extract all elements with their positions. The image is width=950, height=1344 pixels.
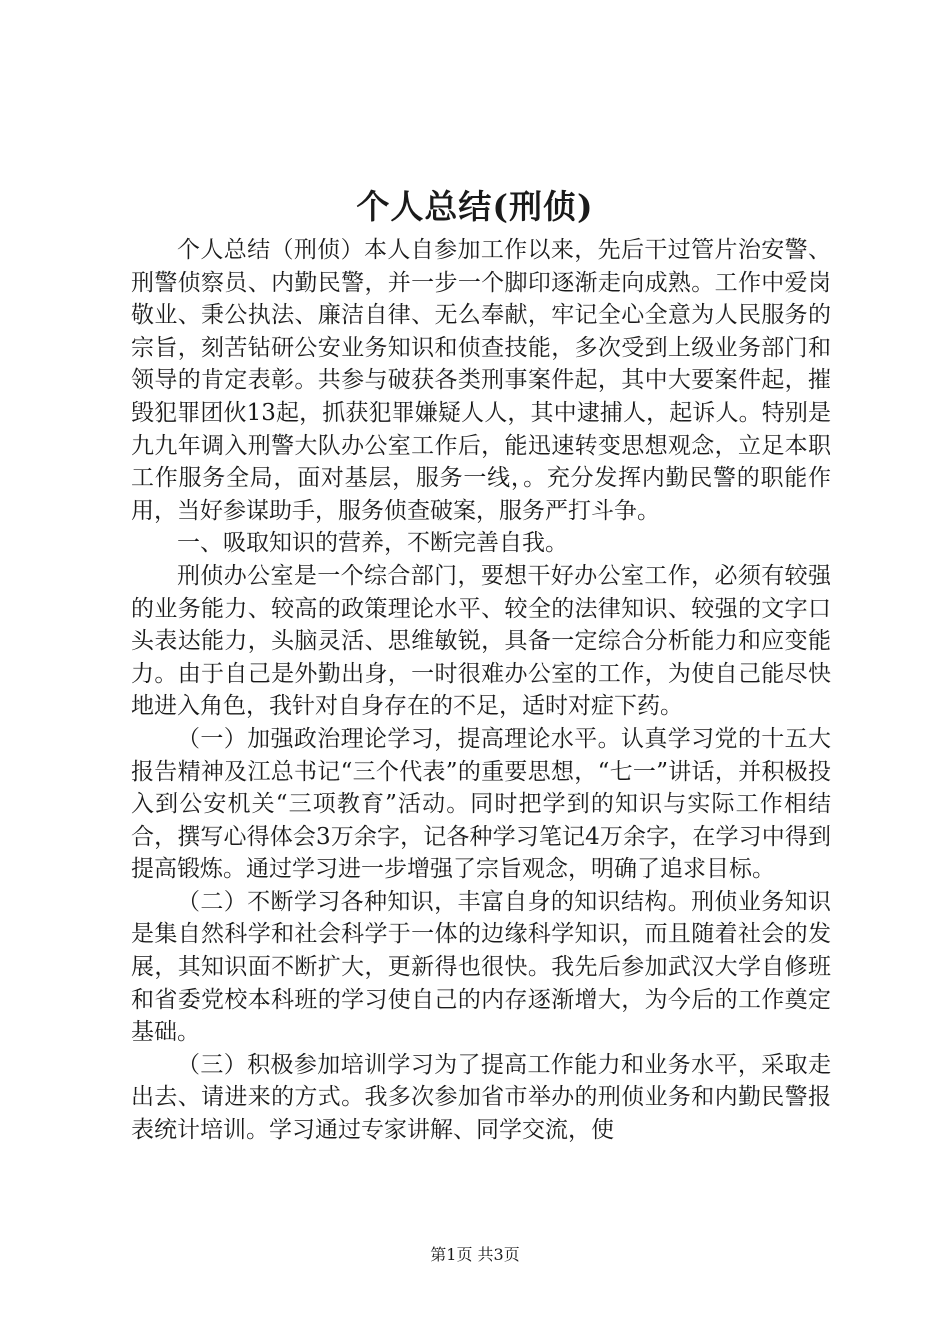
paragraph-office-role: 刑侦办公室是一个综合部门，要想干好办公室工作，必须有较强的业务能力、较高的政策理论水平、较全的法律知识、较强的文字口头表达能力，头脑灵活、思维敏锐，具备一定综合分析能力和应变能力。由于自己是外勤出身，一时很难办公室的工作，为使自己能尽快地进入角色，我针对自身存在的不足，适时对症下药。 <box>131 562 831 720</box>
paragraph-intro: 个人总结（刑侦）本人自参加工作以来，先后干过管片治安警、刑警侦察员、内勤民警，并一步一个脚印逐渐走向成熟。工作中爱岗敬业、秉公执法、廉洁自律、无么奉献，牢记全心全意为人民服务的宗旨，刻苦钻研公安业务知识和侦查技能，多次受到上级业务部门和领导的肯定表彰。共参与破获各类刑事案件起，其中大要案件起，摧毁犯罪团伙13起，抓获犯罪嫌疑人人，其中逮捕人，起诉人。特别是九九年调入刑警大队办公室工作后，能迅速转变思想观念，立足本职工作服务全局，面对基层，服务一线，。充分发挥内勤民警的职能作用，当好参谋助手，服务侦查破案，服务严打斗争。 <box>131 237 831 524</box>
document-body <box>131 234 831 1147</box>
page-number-footer: 第1页 共3页 <box>430 1245 520 1264</box>
paragraph-item-1: （一）加强政治理论学习，提高理论水平。认真学习党的十五大报告精神及江总书记“三个代表”的重要思想，“七一”讲话，并积极投入到公安机关“三项教育”活动。同时把学到的知识与实际工作相结合，撰写心得体会3万余字，记各种学习笔记4万余字，在学习中得到提高锻炼。通过学习进一步增强了宗旨观念，明确了追求目标。 <box>131 725 831 883</box>
document-title: 个人总结(刑侦) <box>356 187 594 226</box>
paragraph-section-heading: 一、吸取知识的营养，不断完善自我。 <box>177 530 568 557</box>
paragraph-item-2: （二）不断学习各种知识，丰富自身的知识结构。刑侦业务知识是集自然科学和社会科学于一体的边缘科学知识，而且随着社会的发展，其知识面不断扩大，更新得也很快。我先后参加武汉大学自修班和省委党校本科班的学习使自己的内存逐渐增大，为今后的工作奠定基础。 <box>131 888 831 1046</box>
paragraph-item-3: （三）积极参加培训学习为了提高工作能力和业务水平，采取走出去、请进来的方式。我多次参加省市举办的刑侦业务和内勤民警报表统计培训。学习通过专家讲解、同学交流，使 <box>131 1051 831 1144</box>
